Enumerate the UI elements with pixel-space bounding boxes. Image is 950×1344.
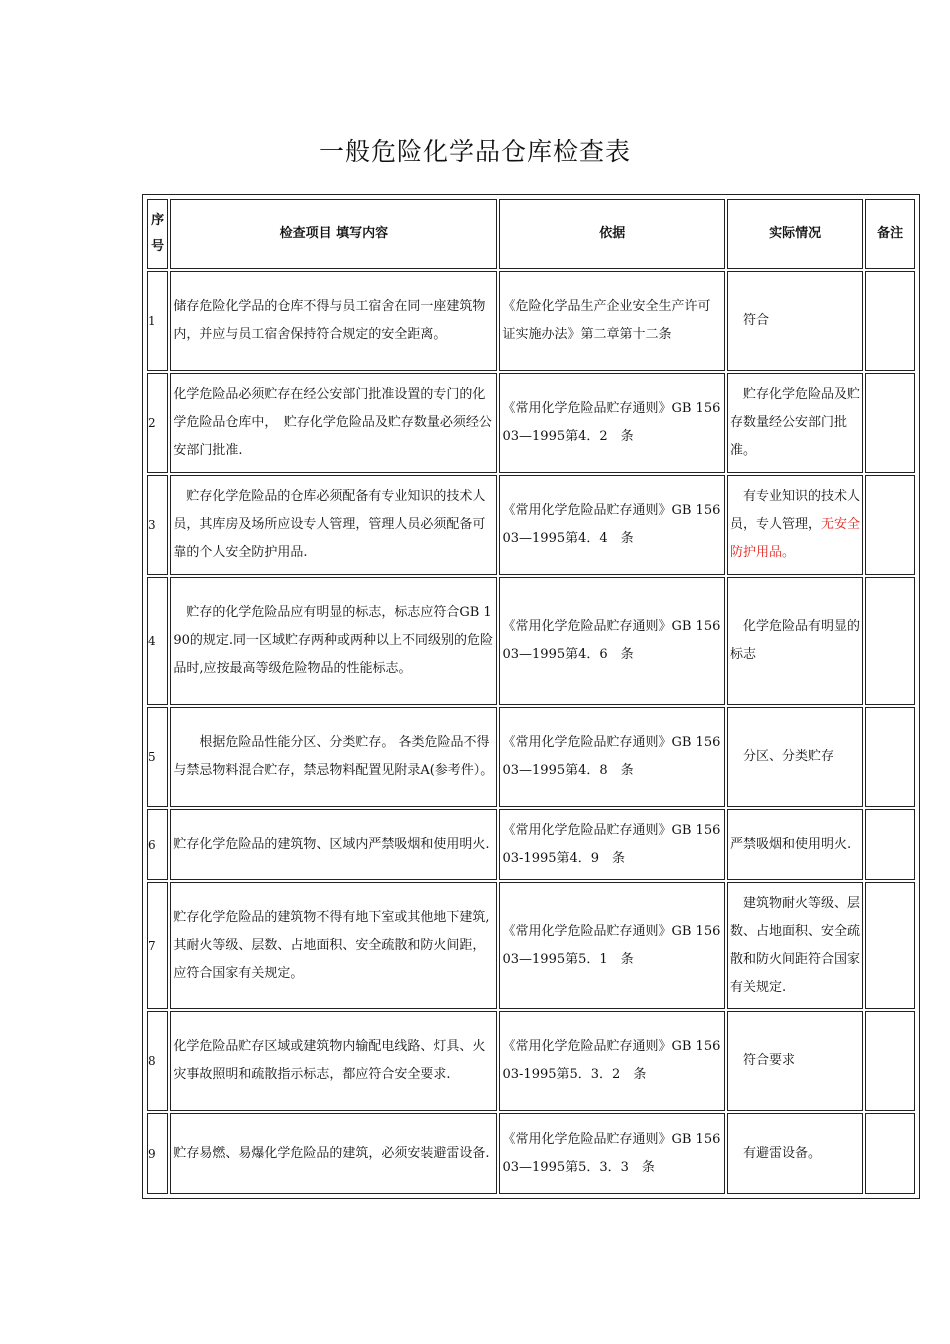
- row-num: [147, 1011, 168, 1111]
- row-status-text: 严禁吸烟和使用明火.: [730, 836, 852, 852]
- row-item: [170, 271, 497, 371]
- row-status-text: 化学危险品有明显的标志: [730, 619, 861, 662]
- row-item-text: 贮存化学危险品的仓库必须配备有专业知识的技术人员，其库房及场所应设专人管理，管理人员必须配备可靠的个人安全防护用品.: [173, 489, 486, 560]
- row-item: [170, 475, 497, 575]
- row-item: [170, 707, 497, 807]
- row-num-text: 8: [148, 1054, 156, 1068]
- row-status-text: 建筑物耐火等级、层数、占地面积、安全疏散和防火间距符合国家有关规定.: [730, 895, 861, 995]
- row-num-text: 1: [148, 314, 156, 328]
- row-status-text: 有专业知识的技术人员，专人管理，: [730, 489, 861, 532]
- row-status: [727, 707, 863, 807]
- row-num: [147, 271, 168, 371]
- row-item-text: 贮存的化学危险品应有明显的标志，标志应符合GB 190的规定.同一区域贮存两种或两种以上不同级别的危险品时,应按最高等级危险物品的性能标志。: [173, 605, 494, 676]
- row-basis: [499, 577, 725, 705]
- table-row: [147, 577, 915, 705]
- row-basis-text: 《常用化学危险品贮存通则》GB 15603—1995第5．1 条: [502, 923, 721, 967]
- row-basis-text: 《常用化学危险品贮存通则》GB 15603—1995第4．2 条: [502, 401, 721, 444]
- table-row: [147, 882, 915, 1009]
- row-basis-text: 《常用化学危险品贮存通则》GB 15603-1995第4．9 条: [502, 822, 721, 866]
- header-num: 序号: [147, 199, 168, 269]
- row-num-text: 5: [148, 750, 156, 764]
- row-status: [727, 1011, 863, 1111]
- table-row: [147, 1113, 915, 1194]
- row-status-text: 分区、分类贮存: [730, 749, 835, 764]
- row-basis: [499, 882, 725, 1009]
- row-item-text: 化学危险品贮存区域或建筑物内输配电线路、灯具、火灾事故照明和疏散指示标志，都应符合安全要求.: [173, 1039, 486, 1082]
- row-item: [170, 882, 497, 1009]
- row-item: [170, 577, 497, 705]
- row-status-text: 有避雷设备。: [730, 1145, 822, 1161]
- row-num-text: 2: [148, 416, 156, 430]
- row-remark: [865, 577, 915, 705]
- row-basis-text: 《常用化学危险品贮存通则》GB 15603-1995第5．3．2 条: [502, 1039, 721, 1082]
- row-basis-text: 《常用化学危险品贮存通则》GB 15603—1995第4．8 条: [502, 735, 721, 778]
- row-num: [147, 475, 168, 575]
- row-num: [147, 373, 168, 473]
- row-item-text: 贮存化学危险品的建筑物、区域内严禁吸烟和使用明火.: [173, 836, 490, 852]
- inspection-table-grid: [145, 197, 917, 1196]
- row-remark: [865, 882, 915, 1009]
- row-basis: [499, 1011, 725, 1111]
- row-remark: [865, 373, 915, 473]
- row-remark: [865, 475, 915, 575]
- row-num: [147, 1113, 168, 1194]
- row-basis: [499, 271, 725, 371]
- row-num-text: 3: [148, 518, 156, 532]
- row-status: [727, 1113, 863, 1194]
- row-basis-text: 《常用化学危险品贮存通则》GB 15603—1995第5．3．3 条: [502, 1131, 721, 1175]
- row-basis: [499, 475, 725, 575]
- row-status: [727, 271, 863, 371]
- row-num: [147, 882, 168, 1009]
- row-basis: [499, 707, 725, 807]
- row-basis: [499, 809, 725, 880]
- row-status-text: 贮存化学危险品及贮存数量经公安部门批准。: [730, 387, 861, 458]
- row-item-text: 储存危险化学品的仓库不得与员工宿舍在同一座建筑物内，并应与员工宿舍保持符合规定的安全距离。: [173, 299, 486, 342]
- row-remark: [865, 1113, 915, 1194]
- row-num: [147, 577, 168, 705]
- table-row: [147, 271, 915, 371]
- row-num: [147, 809, 168, 880]
- table-row: [147, 373, 915, 473]
- row-item: [170, 373, 497, 473]
- row-basis-text: 《常用化学危险品贮存通则》GB 15603—1995第4．6 条: [502, 619, 721, 662]
- row-item: [170, 1011, 497, 1111]
- row-status-text: 符合: [730, 313, 770, 328]
- row-num-text: 6: [148, 837, 156, 852]
- row-status-warning-text: 无安全防护用品。: [730, 517, 861, 560]
- row-status: [727, 809, 863, 880]
- header-status: 实际情况: [727, 199, 863, 269]
- row-num: [147, 707, 168, 807]
- table-row: [147, 475, 915, 575]
- row-num-text: 9: [148, 1146, 156, 1161]
- row-basis-text: 《危险化学品生产企业安全生产许可证实施办法》第二章第十二条: [502, 299, 711, 342]
- row-status-text: 符合要求: [730, 1053, 796, 1068]
- row-item: [170, 1113, 497, 1194]
- row-item-text: 贮存化学危险品的建筑物不得有地下室或其他地下建筑,其耐火等级、层数、占地面积、安全疏散和防火间距，应符合国家有关规定。: [173, 909, 490, 981]
- row-item-text: 根据危险品性能分区、分类贮存。 各类危险品不得与禁忌物料混合贮存，禁忌物料配置见附录A(参考件）。: [173, 735, 494, 778]
- row-remark: [865, 809, 915, 880]
- row-status: [727, 475, 863, 575]
- row-status: [727, 577, 863, 705]
- table-body: [147, 271, 915, 1194]
- inspection-table: [142, 194, 920, 1199]
- row-item-text: 化学危险品必须贮存在经公安部门批准设置的专门的化学危险品仓库中， 贮存化学危险品及贮存数量必须经公安部门批准.: [173, 387, 492, 458]
- row-num-text: 4: [148, 634, 156, 648]
- row-basis: [499, 373, 725, 473]
- page-title: 一般危险化学品仓库检查表: [318, 137, 631, 166]
- row-item: [170, 809, 497, 880]
- header-remark: 备注: [865, 199, 915, 269]
- header-row: [147, 199, 915, 269]
- table-row: [147, 707, 915, 807]
- table-row: [147, 1011, 915, 1111]
- row-basis-text: 《常用化学危险品贮存通则》GB 15603—1995第4．4 条: [502, 503, 721, 546]
- row-status: [727, 882, 863, 1009]
- table-row: [147, 809, 915, 880]
- row-basis: [499, 1113, 725, 1194]
- header-basis: 依据: [499, 199, 725, 269]
- row-status: [727, 373, 863, 473]
- row-item-text: 贮存易燃、易爆化学危险品的建筑，必须安装避雷设备.: [173, 1145, 490, 1161]
- row-remark: [865, 707, 915, 807]
- header-item: 检查项目 填写内容: [170, 199, 497, 269]
- row-remark: [865, 1011, 915, 1111]
- row-remark: [865, 271, 915, 371]
- row-num-text: 7: [148, 938, 156, 953]
